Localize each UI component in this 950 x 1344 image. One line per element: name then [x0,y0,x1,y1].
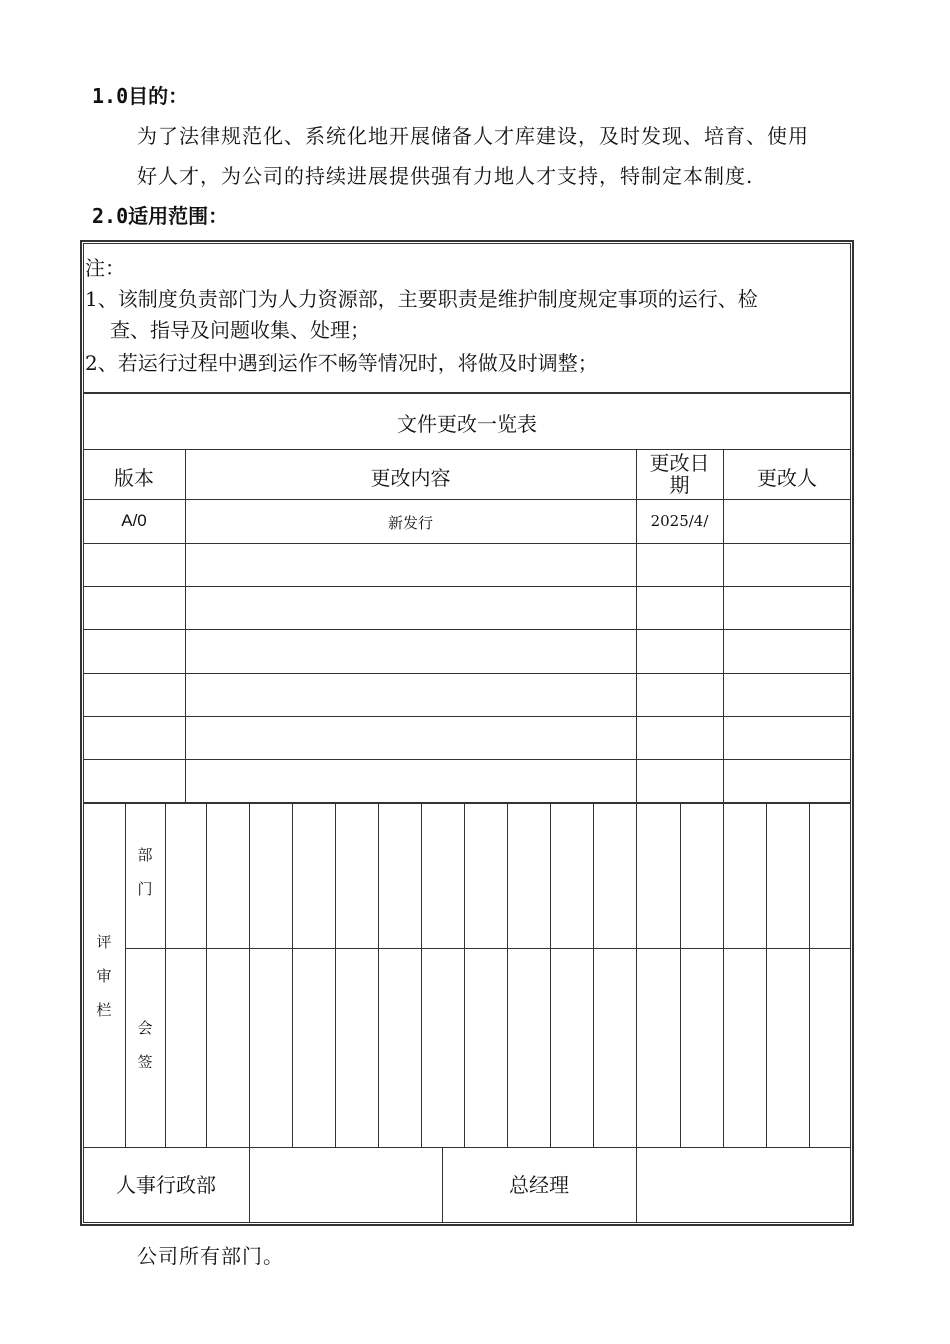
review-col-line [378,802,379,1147]
gm-signature-field[interactable] [637,1148,850,1222]
review-col-line [809,802,810,1147]
table-line [83,673,851,674]
scope-text: 公司所有部门。 [137,1244,284,1268]
hr-admin-label: 人事行政部 [116,1173,216,1197]
review-col-line [507,802,508,1147]
table-line [636,449,637,802]
table-line [723,449,724,802]
purpose-line-2: 好人才，为公司的持续进展提供强有力地人才支持，特制定本制度. [137,164,754,188]
table-line [83,759,851,760]
review-col-line [421,802,422,1147]
sign-label-char: 签 [137,1053,153,1071]
review-col-line [550,802,551,1147]
table-line [83,499,851,500]
notes-divider [83,392,851,394]
sign-label-char: 会 [137,1019,153,1037]
header-date-line-1: 更改日 [649,451,710,475]
table-line [83,543,851,544]
table-line [83,629,851,630]
section-2-heading: 2.0适用范围： [92,204,229,228]
review-col-line [165,802,166,1147]
table-line [83,802,851,804]
row-1-content: 新发行 [387,514,433,532]
review-divider [125,948,851,949]
review-col-line [766,802,767,1147]
review-col-line [206,802,207,1147]
row-1-version: A/0 [121,511,147,530]
review-col-line [593,802,594,1147]
sign-label [125,1011,165,1079]
header-version: 版本 [114,466,154,490]
header-date [636,452,723,496]
hr-admin-signature-field[interactable] [250,1148,441,1222]
table-line [185,449,186,802]
review-label-char: 栏 [96,1001,112,1019]
table-line [83,716,851,717]
review-col-line [292,802,293,1147]
review-col-line [636,802,637,1147]
review-col-line [464,802,465,1147]
header-person: 更改人 [757,466,817,490]
review-section-label [83,925,125,1027]
section-1-heading: 1.0目的： [92,84,189,108]
purpose-line-1: 为了法律规范化、系统化地开展储备人才库建设，及时发现、培育、使用 [137,124,809,148]
header-date-line-2: 期 [669,473,690,497]
review-col-line [335,802,336,1147]
dept-label [125,838,165,906]
note-1-line-2: 查、指导及问题收集、处理； [110,318,370,342]
note-1-line-1: 1、该制度负责部门为人力资源部，主要职责是维护制度规定事项的运行、检 [85,287,758,311]
change-table-title: 文件更改一览表 [397,412,537,436]
header-content: 更改内容 [370,466,451,490]
dept-label-char: 部 [137,846,153,864]
note-2: 2、若运行过程中遇到运作不畅等情况时，将做及时调整； [85,351,598,375]
notes-label: 注： [85,256,125,280]
gm-label: 总经理 [509,1173,569,1197]
form-inner-frame [83,243,851,1223]
review-label-char: 评 [96,933,112,951]
review-col-line [249,802,250,1147]
row-1-date: 2025/4/ [650,512,709,530]
table-line [83,586,851,587]
review-col-line [723,802,724,1147]
review-col-line [680,802,681,1147]
review-label-char: 审 [96,967,112,985]
table-line [83,449,851,450]
dept-label-char: 门 [137,880,153,898]
